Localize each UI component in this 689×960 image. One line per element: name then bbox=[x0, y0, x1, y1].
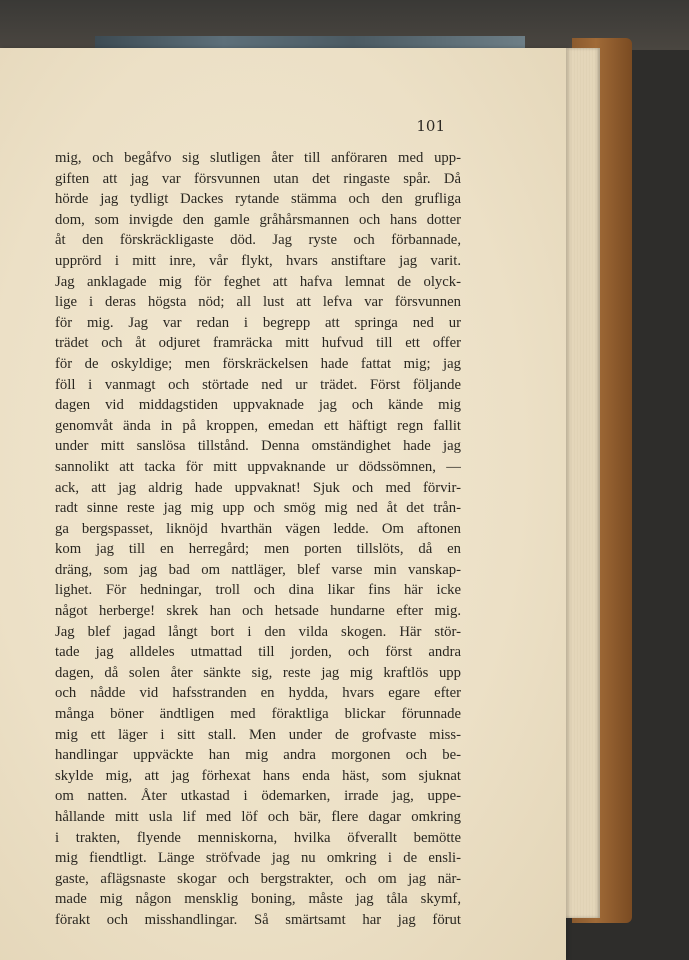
text-line: trädet och åt odjuret framräcka mitt hufvud till ett offer bbox=[55, 335, 461, 352]
text-line: mig fiendtligt. Länge ströfvade jag nu omkring i de ensli- bbox=[55, 850, 461, 867]
text-line: handlingar uppväckte han mig andra morgonen och be- bbox=[55, 747, 461, 764]
text-line: dagen vid middagstiden uppvaknade jag och kände mig bbox=[55, 397, 461, 414]
text-line: ga bergspasset, liknöjd hvarthän vägen ledde. Om aftonen bbox=[55, 520, 461, 537]
text-line: Jag anklagade mig för feghet att hafva lemnat de olyck- bbox=[55, 273, 461, 290]
text-line: lighet. För hedningar, troll och dina likar fins här icke bbox=[55, 582, 461, 599]
text-line: ack, att jag aldrig hade uppvaknat! Sjuk och med förvir- bbox=[55, 479, 461, 496]
text-line: något herberge! skrek han och hetsade hundarne efter mig. bbox=[55, 603, 461, 620]
text-line: i trakten, flyende menniskorna, hvilka öfverallt bemötte bbox=[55, 829, 461, 846]
text-line: dagen, då solen åter sänkte sig, reste jag mig kraftlös upp bbox=[55, 664, 461, 681]
text-line: mig, och begåfvo sig slutligen åter till anföraren med upp- bbox=[55, 150, 461, 166]
text-line: under mitt sanslösa tillstånd. Denna omständighet hade jag bbox=[55, 438, 461, 455]
text-line: Jag blef jagad långt bort i den vilda skogen. Här stör- bbox=[55, 623, 461, 640]
text-line: kom jag till en herregård; men porten tillslöts, då en bbox=[55, 541, 461, 558]
text-line: made mig någon mensklig boning, måste jag tåla skymf, bbox=[55, 891, 461, 908]
text-line: dom, som invigde den gamle gråhårsmannen och hans dotter bbox=[55, 211, 461, 228]
page-number: 101 bbox=[416, 117, 445, 135]
text-line: radt sinne reste jag mig upp och smög mig ned åt det trån- bbox=[55, 500, 461, 517]
text-line: hörde jag tydligt Dackes rytande stämma och den grufliga bbox=[55, 191, 461, 208]
text-line: lige i deras högsta nöd; all lust att lefva var försvunnen bbox=[55, 294, 461, 311]
text-line: åt den förskräckligaste död. Jag ryste och förbannade, bbox=[55, 232, 461, 249]
text-line: sannolikt att tacka för mitt uppvaknande ur dödssömnen, — bbox=[55, 458, 461, 475]
text-line: och nådde vid hafsstranden en hydda, hvars egare efter bbox=[55, 685, 461, 702]
text-line: många böner ändtligen med föraktliga blickar förunnade bbox=[55, 706, 461, 723]
page-text bbox=[55, 148, 461, 931]
text-line: genomvåt ända in på kroppen, emedan ett häftigt regn fallit bbox=[55, 417, 461, 434]
text-line: för de oskyldige; men förskräckelsen hade fattat mig; jag bbox=[55, 355, 461, 372]
text-line: gaste, aflägsnaste skogar och bergstrakter, och om jag när- bbox=[55, 870, 461, 887]
text-line: förakt och misshandlingar. Så smärtsamt har jag förut bbox=[55, 911, 461, 928]
text-line: mig ett läger i sitt stall. Men under de grofvaste miss- bbox=[55, 726, 461, 743]
text-line: hållande mitt usla lif med löf och bär, flere dagar omkring bbox=[55, 809, 461, 825]
text-line: för mig. Jag var redan i begrepp att springa ned ur bbox=[55, 314, 461, 331]
text-line: om natten. Åter utkastad i ödemarken, irrade jag, uppe- bbox=[55, 788, 461, 805]
text-line: upprörd i mitt inre, vår flykt, hvars anstiftare jag varit. bbox=[55, 252, 461, 269]
text-line: tade jag alldeles utmattad till jorden, och först andra bbox=[55, 644, 461, 661]
text-line: skylde mig, att jag förhexat hans enda häst, som sjuknat bbox=[55, 767, 461, 784]
text-line: dräng, som jag bad om nattläger, blef varse min vanskap- bbox=[55, 561, 461, 578]
text-line: giften att jag var försvunnen utan det ringaste spår. Då bbox=[55, 170, 461, 187]
text-line: föll i vanmagt och störtade ned ur trädet. Först följande bbox=[55, 376, 461, 393]
